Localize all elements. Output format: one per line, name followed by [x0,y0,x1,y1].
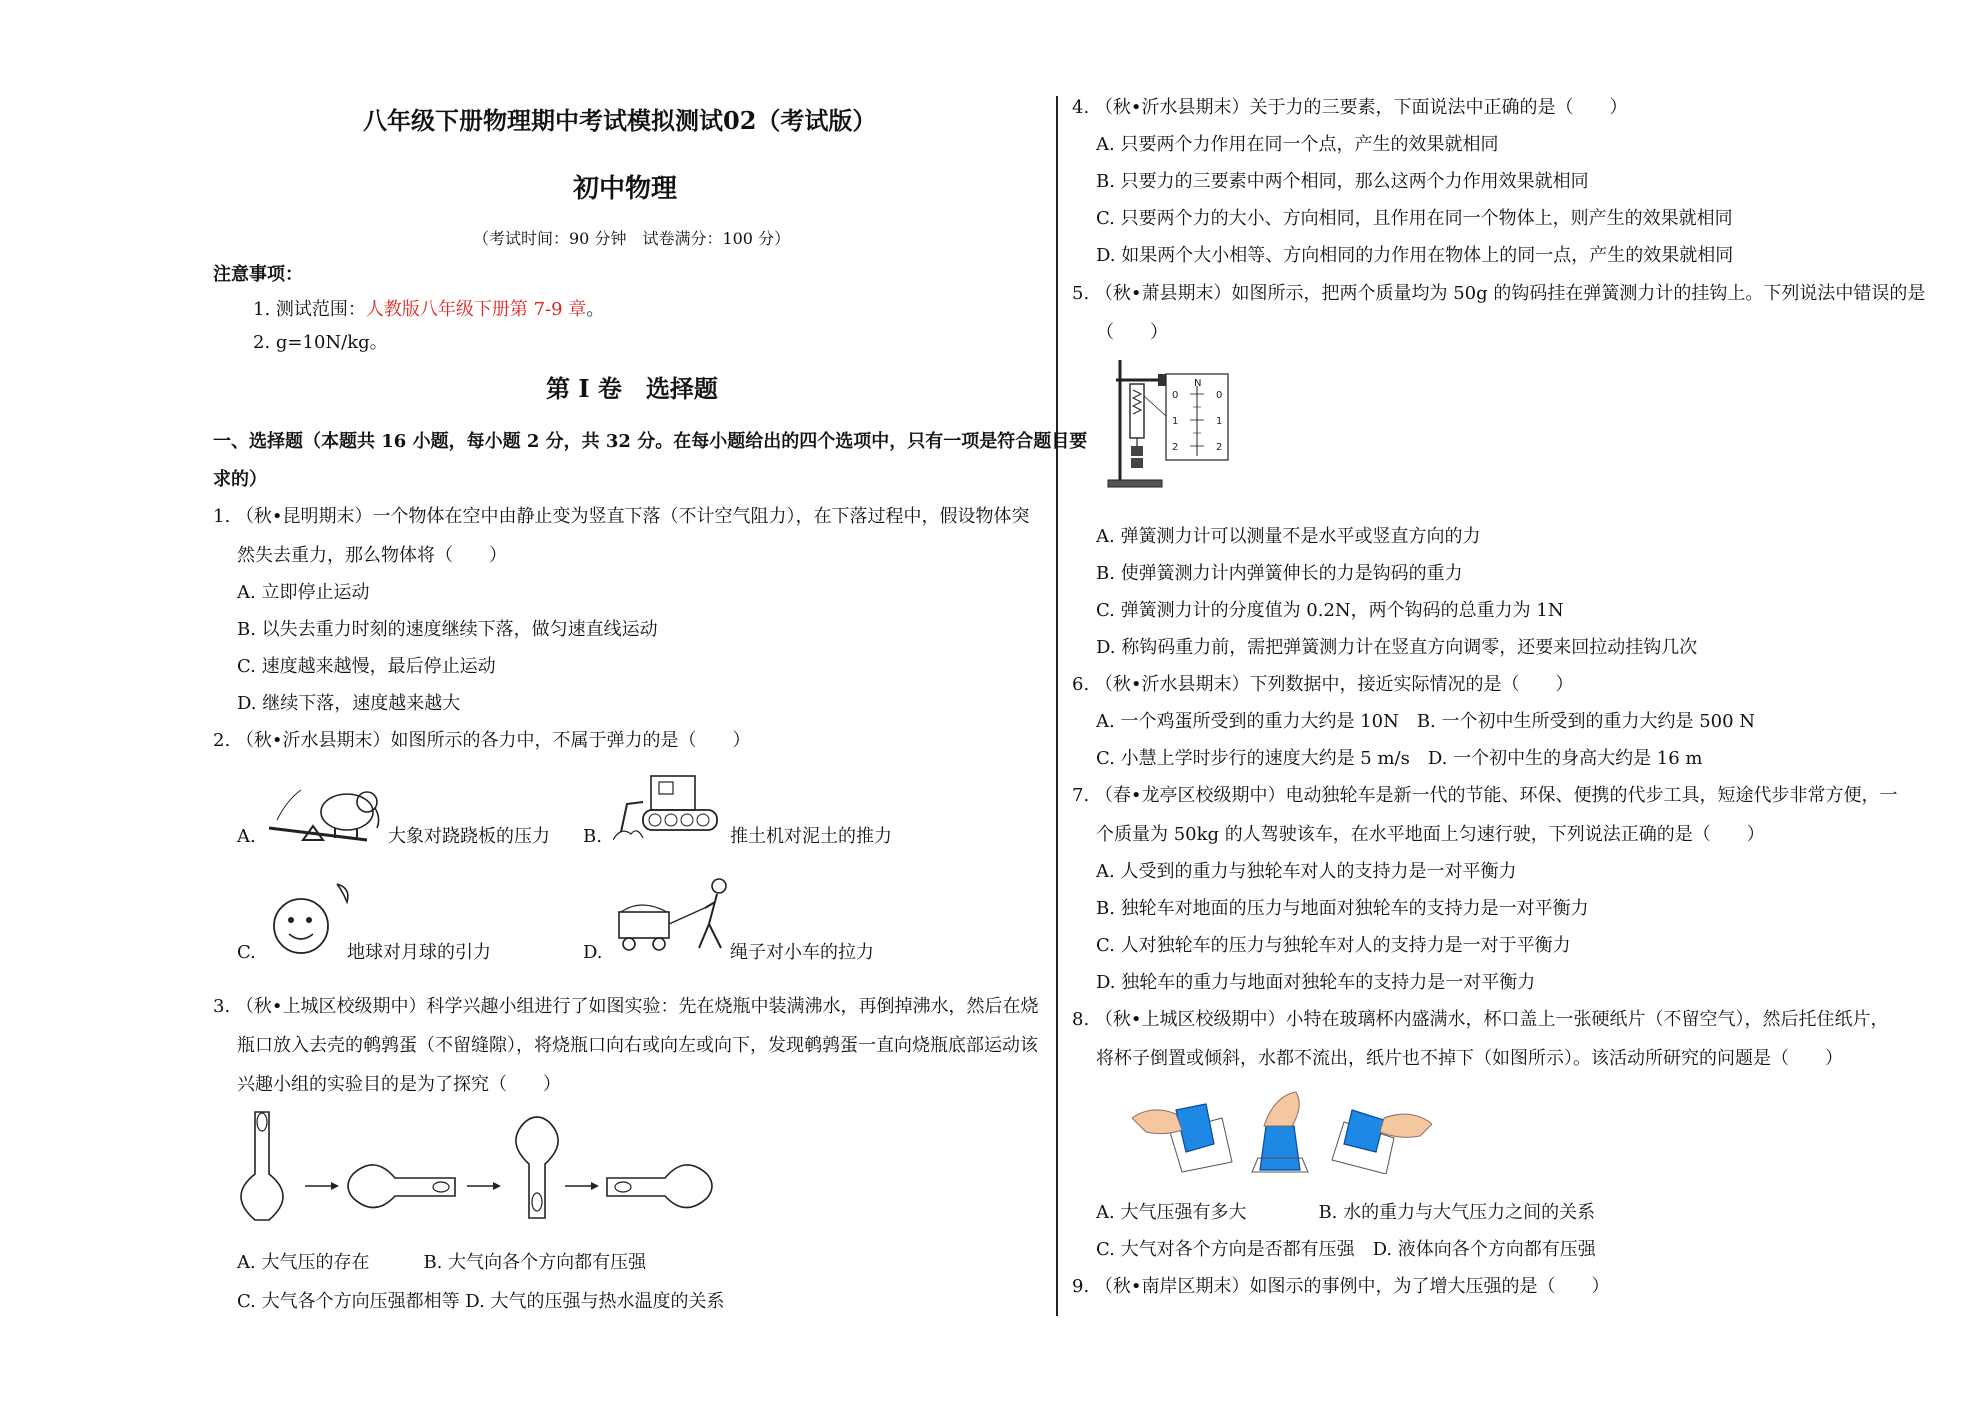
q6-options-cd: C. 小慧上学时步行的速度大约是 5 m/s D. 一个初中生的身高大约是 16 m [1096,748,1703,769]
q4-option-c: C. 只要两个力的大小、方向相同，且作用在同一个物体上，则产生的效果就相同 [1096,208,1733,229]
q2-stem: 2. （秋•沂水县期末）如图所示的各力中，不属于弹力的是（ ） [213,730,751,751]
q2-option-c-letter: C. [237,942,256,963]
scale-tick-left-0: 0 [1172,390,1179,401]
section-instructions-1: 一、选择题（本题共 16 小题，每小题 2 分，共 32 分。在每小题给出的四个选项中，只有一项是符合题目要 [213,431,1088,452]
scale-tick-right-1: 1 [1216,416,1223,427]
q7-option-c: C. 人对独轮车的压力与独轮车对人的支持力是一对于平衡力 [1096,935,1571,956]
q4-option-a: A. 只要两个力作用在同一个点，产生的效果就相同 [1096,134,1499,155]
q2-option-c-text: 地球对月球的引力 [347,942,491,963]
q8-options-ab: A. 大气压强有多大 B. 水的重力与大气压力之间的关系 [1096,1202,1596,1223]
q7-option-d: D. 独轮车的重力与地面对独轮车的支持力是一对平衡力 [1096,972,1536,993]
scale-tick-right-0: 0 [1216,390,1223,401]
q3-stem-2: 瓶口放入去壳的鹌鹑蛋（不留缝隙），将烧瓶口向右或向左或向下，发现鹌鹑蛋一直向烧瓶底部运动该 [237,1035,1038,1056]
note-scope-prefix: 1. 测试范围： [253,299,366,320]
q2-option-a-letter: A. [237,826,256,847]
q3-stem-1: 3. （秋•上城区校级期中）科学兴趣小组进行了如图实验：先在烧瓶中装满沸水，再倒掉沸水，然后在烧 [213,996,1039,1017]
q5-option-d: D. 称钩码重力前，需把弹簧测力计在竖直方向调零，还要来回拉动挂钩几次 [1096,637,1698,658]
q8-stem-1: 8. （秋•上城区校级期中）小特在玻璃杯内盛满水，杯口盖上一张硬纸片（不留空气），然后托住纸片， [1072,1009,1889,1030]
q1-option-c: C. 速度越来越慢，最后停止运动 [237,656,496,677]
q5-stem-2: （ ） [1096,322,1168,343]
q6-stem: 6. （秋•沂水县期末）下列数据中，接近实际情况的是（ ） [1072,674,1574,695]
q6-options-ab: A. 一个鸡蛋所受到的重力大约是 10N B. 一个初中生所受到的重力大约是 500 N [1096,711,1756,732]
q2-option-b-text: 推土机对泥土的推力 [730,826,892,847]
scale-tick-left-2: 2 [1172,442,1179,453]
q4-option-b: B. 只要力的三要素中两个相同，那么这两个力作用效果就相同 [1096,171,1589,192]
q1-stem-2: 然失去重力，那么物体将（ ） [237,545,507,566]
bulldozer-figure [613,762,728,846]
subject-title: 初中物理 [573,174,678,204]
q1-option-d: D. 继续下落，速度越来越大 [237,693,461,714]
q4-option-d: D. 如果两个大小相等、方向相同的力作用在物体上的同一点，产生的效果就相同 [1096,245,1734,266]
q5-stem-1: 5. （秋•萧县期末）如图所示，把两个质量均为 50g 的钩码挂在弹簧测力计的挂钩上。下列说法中错误的是 [1072,283,1926,304]
q3-stem-3: 兴趣小组的实验目的是为了探究（ ） [237,1074,561,1095]
q4-stem: 4. （秋•沂水县期末）关于力的三要素，下面说法中正确的是（ ） [1072,97,1628,118]
note-scope-suffix: 。 [586,299,605,320]
q8-options-cd: C. 大气对各个方向是否都有压强 D. 液体向各个方向都有压强 [1096,1239,1596,1260]
q1-stem-1: 1. （秋•昆明期末）一个物体在空中由静止变为竖直下落（不计空气阻力），在下落过程中，假设物体突 [213,506,1030,527]
q2-option-d-letter: D. [583,942,603,963]
q5-option-b: B. 使弹簧测力计内弹簧伸长的力是钩码的重力 [1096,563,1463,584]
scale-tick-right-2: 2 [1216,442,1223,453]
q5-option-a: A. 弹簧测力计可以测量不是水平或竖直方向的力 [1096,526,1481,547]
note-scope-range: 人教版八年级下册第 7-9 章 [365,299,587,320]
q3-options-ab: A. 大气压的存在 B. 大气向各个方向都有压强 [237,1252,647,1273]
exam-info: （考试时间：90 分钟 试卷满分：100 分） [473,229,791,248]
section-instructions-2: 求的） [213,469,267,490]
q7-option-a: A. 人受到的重力与独轮车对人的支持力是一对平衡力 [1096,861,1517,882]
q7-stem-1: 7. （春•龙亭区校级期中）电动独轮车是新一代的节能、环保、便携的代步工具，短途代步非常方便，一 [1072,785,1898,806]
q2-option-d-text: 绳子对小车的拉力 [730,942,874,963]
scale-tick-left-1: 1 [1172,416,1179,427]
q2-option-b-letter: B. [583,826,602,847]
q1-option-a: A. 立即停止运动 [237,582,370,603]
q1-option-b: B. 以失去重力时刻的速度继续下落，做匀速直线运动 [237,619,658,640]
elephant-seesaw-figure [267,770,387,844]
column-divider [1056,96,1058,1316]
q8-stem-2: 将杯子倒置或倾斜，水都不流出，纸片也不掉下（如图所示）。该活动所研究的问题是（ ） [1096,1048,1843,1069]
inverted-cups-figure [1132,1088,1432,1174]
spring-scale-stand-figure [1106,356,1236,490]
flask-egg-experiment-figure [235,1106,715,1226]
q2-option-a-text: 大象对跷跷板的压力 [388,826,550,847]
q9-stem: 9. （秋•南岸区期末）如图示的事例中，为了增大压强的是（ ） [1072,1276,1610,1297]
note-gravity: 2. g=10N/kg。 [253,332,388,353]
section-title: 第 I 卷 选择题 [546,374,718,403]
q7-option-b: B. 独轮车对地面的压力与地面对独轮车的支持力是一对平衡力 [1096,898,1589,919]
rope-cart-figure [613,876,738,960]
note-scope [253,297,604,323]
q3-options-cd: C. 大气各个方向压强都相等 D. 大气的压强与热水温度的关系 [237,1291,725,1312]
q5-option-c: C. 弹簧测力计的分度值为 0.2N，两个钩码的总重力为 1N [1096,600,1564,621]
scale-unit-label: N [1194,378,1202,389]
notes-title: 注意事项： [213,264,303,285]
q7-stem-2: 个质量为 50kg 的人驾驶该车，在水平地面上匀速行驶，下列说法正确的是（ ） [1096,824,1765,845]
exam-title: 八年级下册物理期中考试模拟测试02（考试版） [363,106,877,135]
